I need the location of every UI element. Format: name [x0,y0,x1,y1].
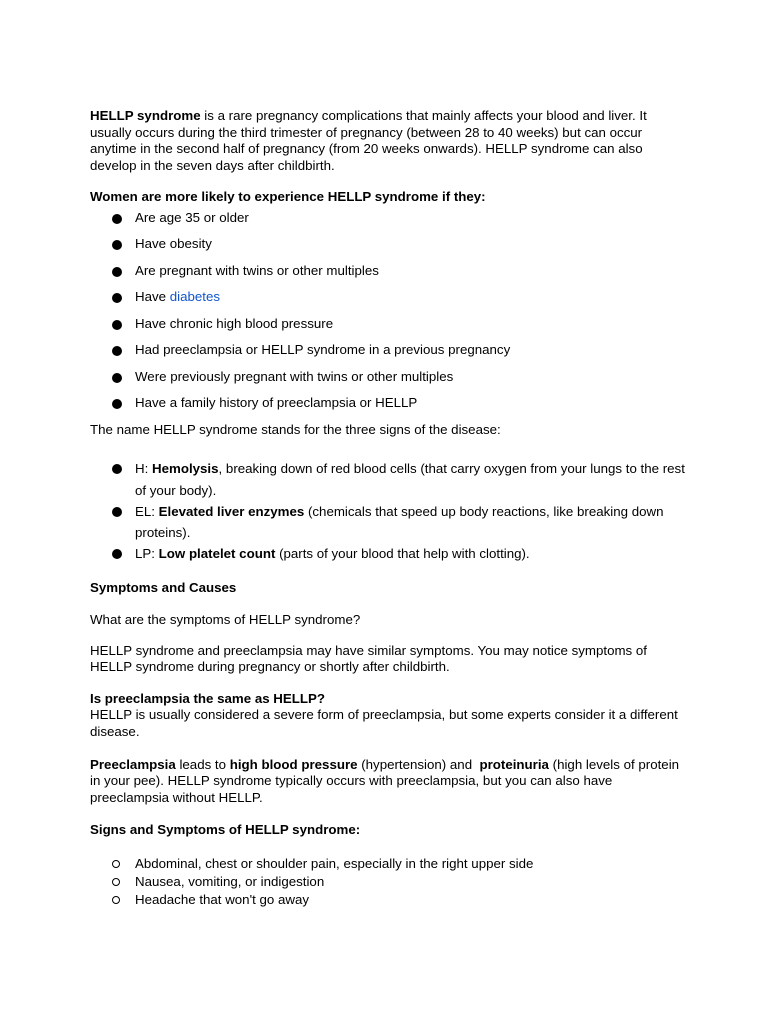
signs-heading: Signs and Symptoms of HELLP syndrome: [90,822,361,838]
intro-text: is a rare pregnancy complications that mainly affects your blood and liver. It usually occurs during the third trimester of pregnancy (between 28 to 40 weeks) but can occur anytime in the second half of pregnancy (from 20 weeks onwards). HELLP syndrome can also develop in the seven days after childbirth. [90,108,647,173]
list-item: Have chronic high blood pressure [90,316,690,333]
list-item: H: Hemolysis, breaking down of red blood cells (that carry oxygen from your lungs to the rest of your body). [90,458,690,500]
list-item: Had preeclampsia or HELLP syndrome in a previous pregnancy [90,342,690,359]
intro-paragraph [90,108,690,174]
bullet-icon [112,373,122,383]
bullet-icon [112,214,122,224]
bullet-icon [112,293,122,303]
list-item: Have diabetes [90,289,690,306]
risk-heading: Women are more likely to experience HELLP syndrome if they: [90,189,486,205]
circle-bullet-icon [112,878,120,886]
list-item: EL: Elevated liver enzymes (chemicals that speed up body reactions, like breaking down proteins). [90,501,690,543]
bullet-icon [112,267,122,277]
list-item: Have obesity [90,236,690,253]
symptoms-question: What are the symptoms of HELLP syndrome? [90,612,361,628]
symptoms-heading: Symptoms and Causes [90,580,237,596]
list-item: Have a family history of preeclampsia or HELLP [90,395,690,412]
risk-list [90,210,690,412]
circle-bullet-icon [112,896,120,904]
bullet-icon [112,507,122,517]
list-item: Abdominal, chest or shoulder pain, especially in the right upper side [90,855,690,873]
signs-list [90,855,690,909]
list-item: Nausea, vomiting, or indigestion [90,873,690,891]
circle-bullet-icon [112,860,120,868]
same-heading: Is preeclampsia the same as HELLP? [90,690,326,706]
same-paragraph: HELLP is usually considered a severe form of preeclampsia, but some experts consider it a different disease. [90,707,678,740]
list-item: Are age 35 or older [90,210,690,227]
intro-bold-term: HELLP syndrome [90,108,201,123]
diabetes-link[interactable]: diabetes [169,289,221,305]
symptoms-paragraph: HELLP syndrome and preeclampsia may have similar symptoms. You may notice symptoms of HELLP syndrome during pregnancy or shortly after childbirth. [90,642,647,675]
bullet-icon [112,549,122,559]
name-intro: The name HELLP syndrome stands for the three signs of the disease: [90,421,501,437]
preeclampsia-paragraph: Preeclampsia leads to high blood pressure (hypertension) and proteinuria (high levels of protein in your pee). HELLP syndrome typically occurs with preeclampsia, but you can also have preeclampsia without HELLP. [90,756,680,805]
document-page [90,108,690,909]
list-item: Were previously pregnant with twins or other multiples [90,369,690,386]
bullet-icon [112,320,122,330]
bullet-icon [112,399,122,409]
list-item: LP: Low platelet count (parts of your blood that help with clotting). [90,543,690,564]
bullet-icon [112,464,122,474]
list-item: Are pregnant with twins or other multiples [90,263,690,280]
bullet-icon [112,346,122,356]
bullet-icon [112,240,122,250]
hellp-list [90,458,690,564]
list-item: Headache that won't go away [90,891,690,909]
